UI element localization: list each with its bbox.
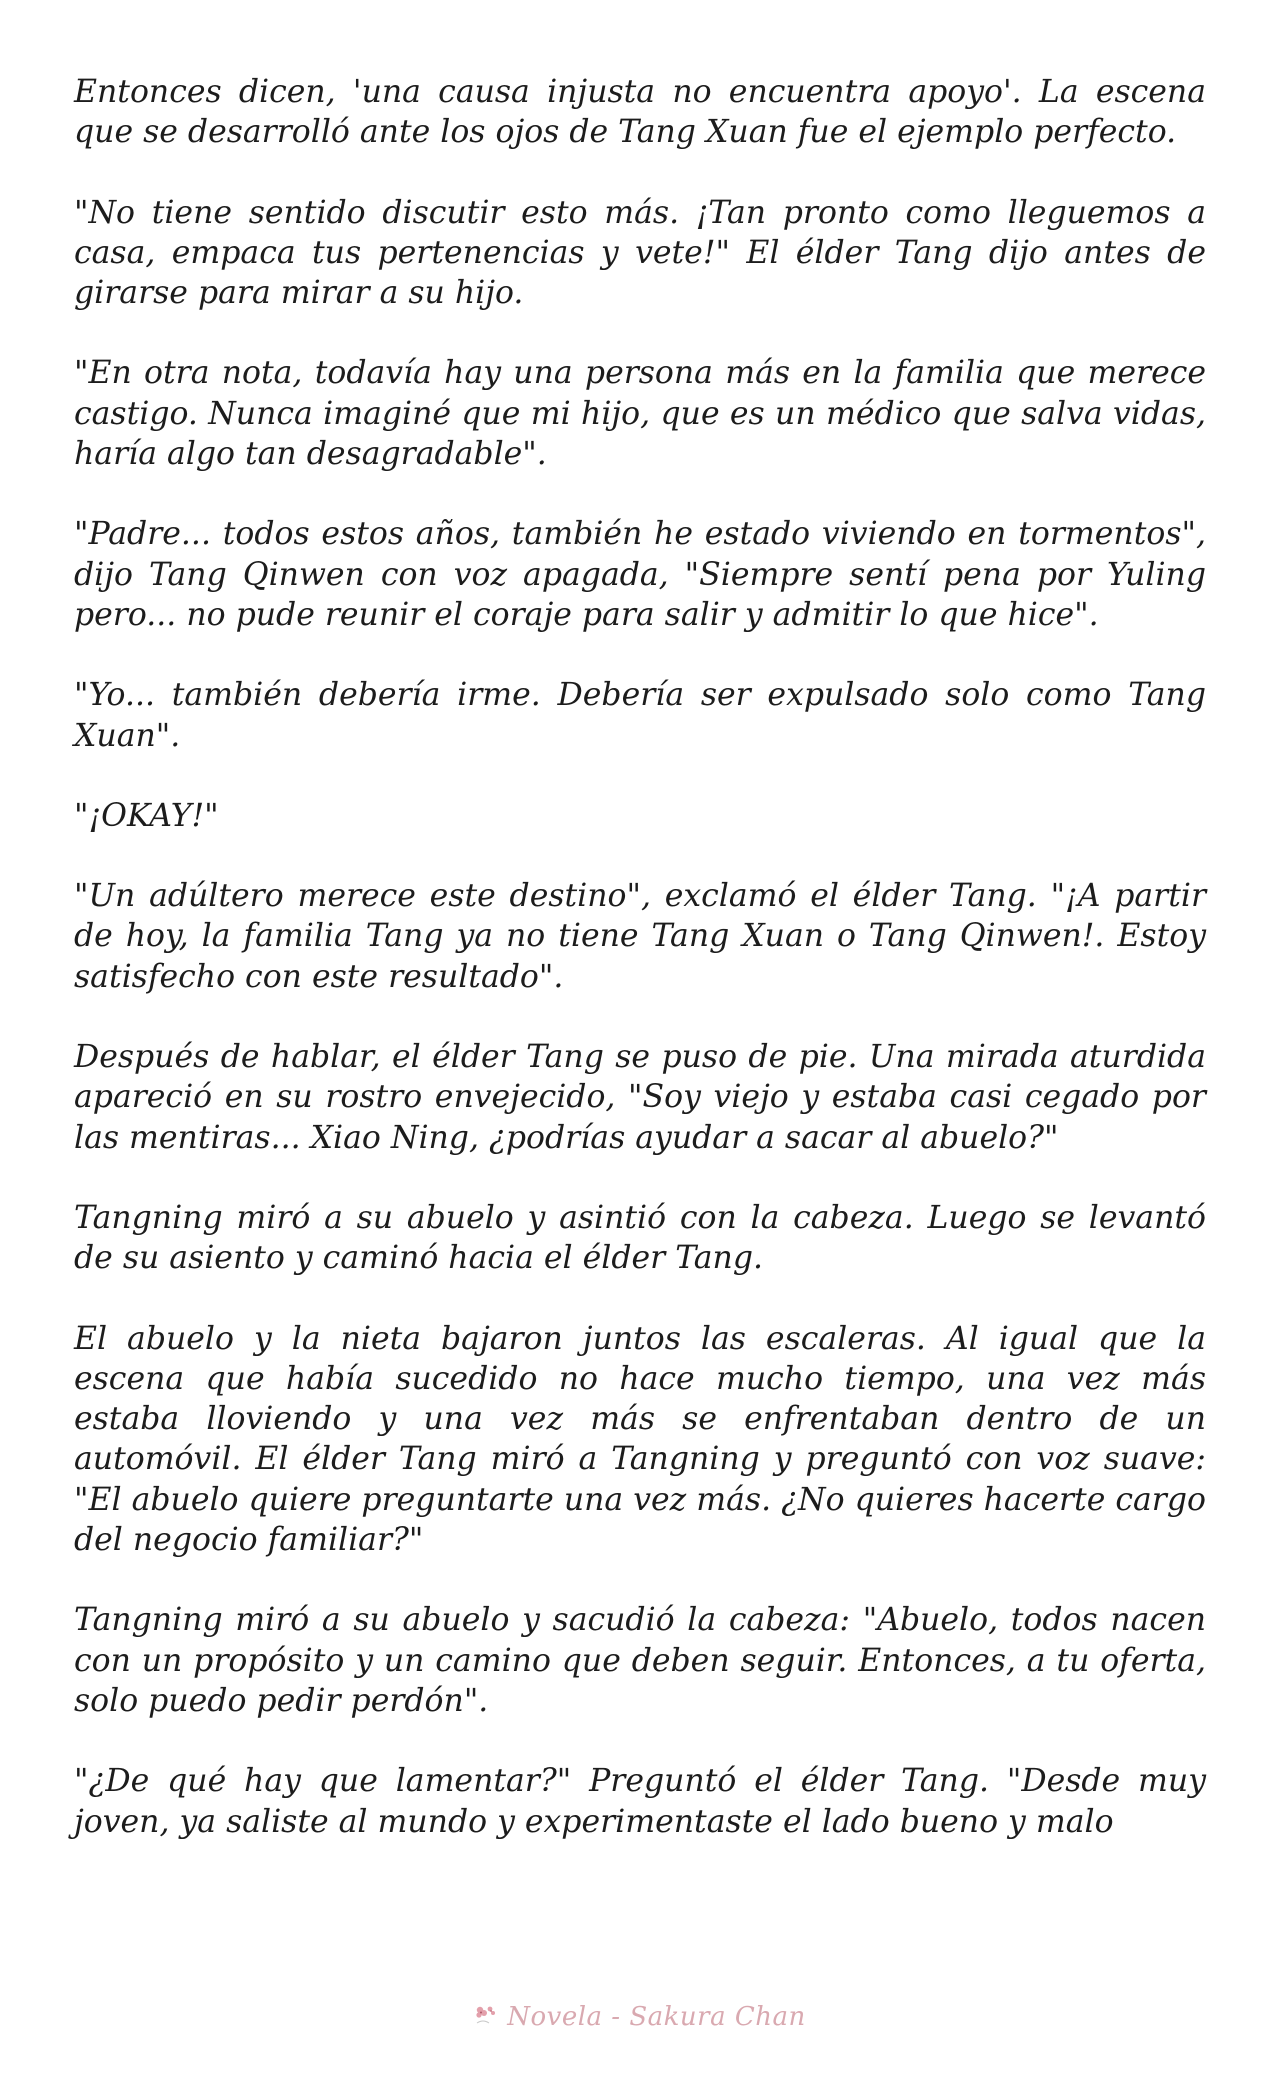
paragraph-12: "¿De qué hay que lamentar?" Preguntó el élder Tang. "Desde muy joven, ya saliste al mundo y experimentaste el lado bueno y malo [74,1763,1206,1840]
watermark-group [469,2001,806,2033]
watermark-text: Novela - Sakura Chan [507,2002,806,2032]
paragraph-4: "Padre... todos estos años, también he estado viviendo en tormentos", dijo Tang Qinwen con voz apagada, "Siempre sentí pena por Yuling pero... no pude reunir el coraje para salir y admitir lo que hice". [74,516,1206,633]
document-body [74,72,1206,1882]
paragraph-2: "No tiene sentido discutir esto más. ¡Tan pronto como lleguemos a casa, empaca tus pertenencias y vete!" El élder Tang dijo antes de girarse para mirar a su hijo. [74,194,1206,312]
paragraph-8: Después de hablar, el élder Tang se puso de pie. Una mirada aturdida apareció en su rostro envejecido, "Soy viejo y estaba casi cegado por las mentiras... Xiao Ning, ¿podrías ayudar a sacar al abuelo?" [74,1039,1206,1156]
footer-watermark [0,1995,1275,2039]
paragraph-6: "¡OKAY!" [74,797,219,834]
sakura-flower-icon [469,2001,501,2033]
paragraph-5: "Yo... también debería irme. Debería ser expulsado solo como Tang Xuan". [74,677,1206,754]
paragraph-7: "Un adúltero merece este destino", exclamó el élder Tang. "¡A partir de hoy, la familia Tang ya no tiene Tang Xuan o Tang Qinwen!. Estoy satisfecho con este resultado". [74,878,1206,995]
paragraph-1: Entonces dicen, 'una causa injusta no encuentra apoyo'. La escena que se desarrolló ante los ojos de Tang Xuan fue el ejemplo perfecto. [74,74,1206,151]
paragraph-9: Tangning miró a su abuelo y asintió con la cabeza. Luego se levantó de su asiento y caminó hacia el élder Tang. [74,1199,1206,1277]
paragraph-3: "En otra nota, todavía hay una persona más en la familia que merece castigo. Nunca imaginé que mi hijo, que es un médico que salva vidas, haría algo tan desagradable". [74,355,1206,473]
paragraph-11: Tangning miró a su abuelo y sacudió la cabeza: "Abuelo, todos nacen con un propósito y un camino que deben seguir. Entonces, a tu oferta, solo puedo pedir perdón". [74,1602,1206,1719]
paragraph-10: El abuelo y la nieta bajaron juntos las escaleras. Al igual que la escena que había sucedido no hace mucho tiempo, una vez más estaba lloviendo y una vez más se enfrentaban dentro de un automóvil. El élder Tang miró a Tangning y preguntó con voz suave: "El abuelo quiere preguntarte una vez más. ¿No quieres hacerte cargo del negocio familiar?" [74,1320,1206,1559]
